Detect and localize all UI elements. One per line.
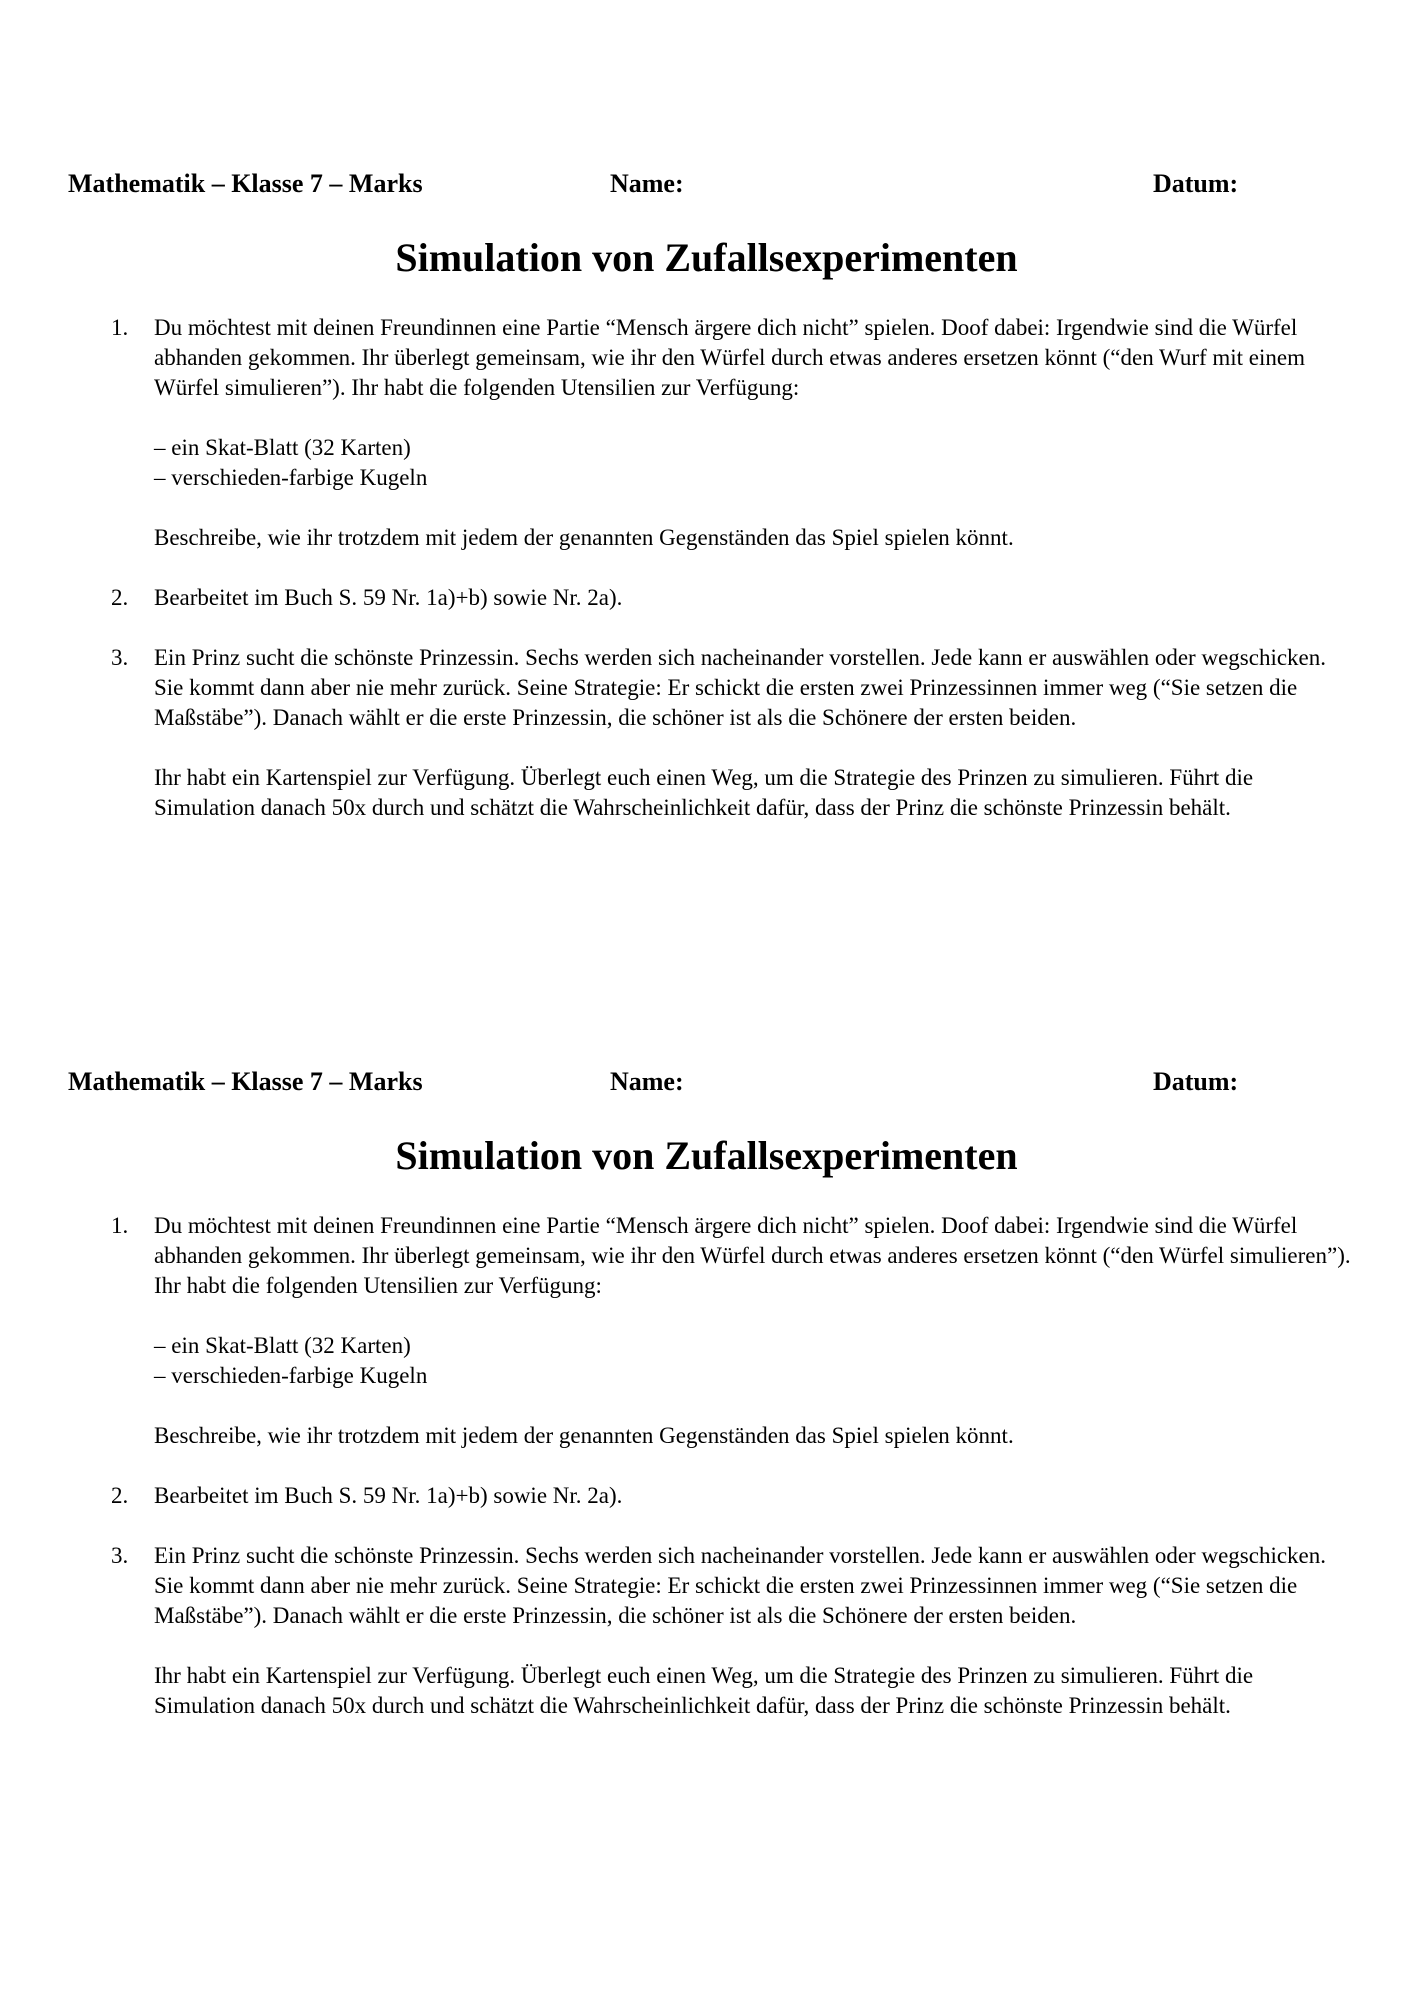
task-number: 2. <box>111 1483 129 1508</box>
task-2 <box>0 583 1413 613</box>
task-text-2: Ihr habt ein Kartenspiel zur Verfügung. Überlegt euch einen Weg, um die Strategie des Prinzen zu simulieren. Führt die Simulation danach 50x durch und schätzt die Wahrscheinlichkeit dafür, dass der Prinz die schönste Prinzessin behält. <box>154 1663 1254 1718</box>
task-intro: Du möchtest mit deinen Freundinnen eine Partie “Mensch ärgere dich nicht” spielen. Doof dabei: Irgendwie sind die Würfel abhanden gekommen. Ihr überlegt gemeinsam, wie ihr den Würfel durch etwas anderes ersetzen könnt (“den Würfel simulieren”). Ihr habt die folgenden Utensilien zur Verfügung: <box>154 1213 1351 1298</box>
task-number: 3. <box>111 1543 129 1568</box>
task-outro: Beschreibe, wie ihr trotzdem mit jedem der genannten Gegenständen das Spiel spielen könnt. <box>154 525 1014 550</box>
task-1 <box>0 1211 1413 1451</box>
materials-list <box>154 1331 1353 1391</box>
worksheet-title: Simulation von Zufallsexperimenten <box>395 1133 1018 1178</box>
task-number: 1. <box>111 1213 129 1238</box>
task-intro: Du möchtest mit deinen Freundinnen eine Partie “Mensch ärgere dich nicht” spielen. Doof dabei: Irgendwie sind die Würfel abhanden gekommen. Ihr überlegt gemeinsam, wie ihr den Würfel durch etwas anderes ersetzen könnt (“den Wurf mit einem Würfel simulieren”). Ihr habt die folgenden Utensilien zur Verfügung: <box>154 315 1305 400</box>
name-label: Name: <box>610 169 684 198</box>
task-text: Bearbeitet im Buch S. 59 Nr. 1a)+b) sowie Nr. 2a). <box>154 1483 623 1508</box>
task-list <box>0 313 1413 853</box>
materials-list <box>154 433 1353 493</box>
name-label: Name: <box>610 1067 684 1096</box>
task-list <box>0 1211 1413 1751</box>
list-item: – ein Skat-Blatt (32 Karten) <box>154 1333 411 1358</box>
date-label: Datum: <box>1153 1067 1239 1096</box>
course-label: Mathematik – Klasse 7 – Marks <box>68 1067 423 1096</box>
date-label: Datum: <box>1153 169 1239 198</box>
task-text: Ein Prinz sucht die schönste Prinzessin. Sechs werden sich nacheinander vorstellen. Jede kann er auswählen oder wegschicken. Sie kommt dann aber nie mehr zurück. Seine Strategie: Er schickt die ersten zwei Prinzessinnen immer weg (“Sie setzen die Maßstäbe”). Danach wählt er die erste Prinzessin, die schöner ist als die Schönere der ersten beiden. <box>154 1543 1327 1628</box>
task-text: Ein Prinz sucht die schönste Prinzessin. Sechs werden sich nacheinander vorstellen. Jede kann er auswählen oder wegschicken. Sie kommt dann aber nie mehr zurück. Seine Strategie: Er schickt die ersten zwei Prinzessinnen immer weg (“Sie setzen die Maßstäbe”). Danach wählt er die erste Prinzessin, die schöner ist als die Schönere der ersten beiden. <box>154 645 1327 730</box>
task-2 <box>0 1481 1413 1511</box>
task-3 <box>0 1541 1413 1721</box>
worksheet-title: Simulation von Zufallsexperimenten <box>395 235 1018 280</box>
task-text: Bearbeitet im Buch S. 59 Nr. 1a)+b) sowie Nr. 2a). <box>154 585 623 610</box>
list-item: – ein Skat-Blatt (32 Karten) <box>154 435 411 460</box>
task-3 <box>0 643 1413 823</box>
task-number: 3. <box>111 645 129 670</box>
list-item: – verschieden-farbige Kugeln <box>154 465 428 490</box>
list-item: – verschieden-farbige Kugeln <box>154 1363 428 1388</box>
task-text-2: Ihr habt ein Kartenspiel zur Verfügung. Überlegt euch einen Weg, um die Strategie des Prinzen zu simulieren. Führt die Simulation danach 50x durch und schätzt die Wahrscheinlichkeit dafür, dass der Prinz die schönste Prinzessin behält. <box>154 765 1254 820</box>
task-number: 2. <box>111 585 129 610</box>
task-outro: Beschreibe, wie ihr trotzdem mit jedem der genannten Gegenständen das Spiel spielen könnt. <box>154 1423 1014 1448</box>
course-label: Mathematik – Klasse 7 – Marks <box>68 169 423 198</box>
task-1 <box>0 313 1413 553</box>
task-number: 1. <box>111 315 129 340</box>
